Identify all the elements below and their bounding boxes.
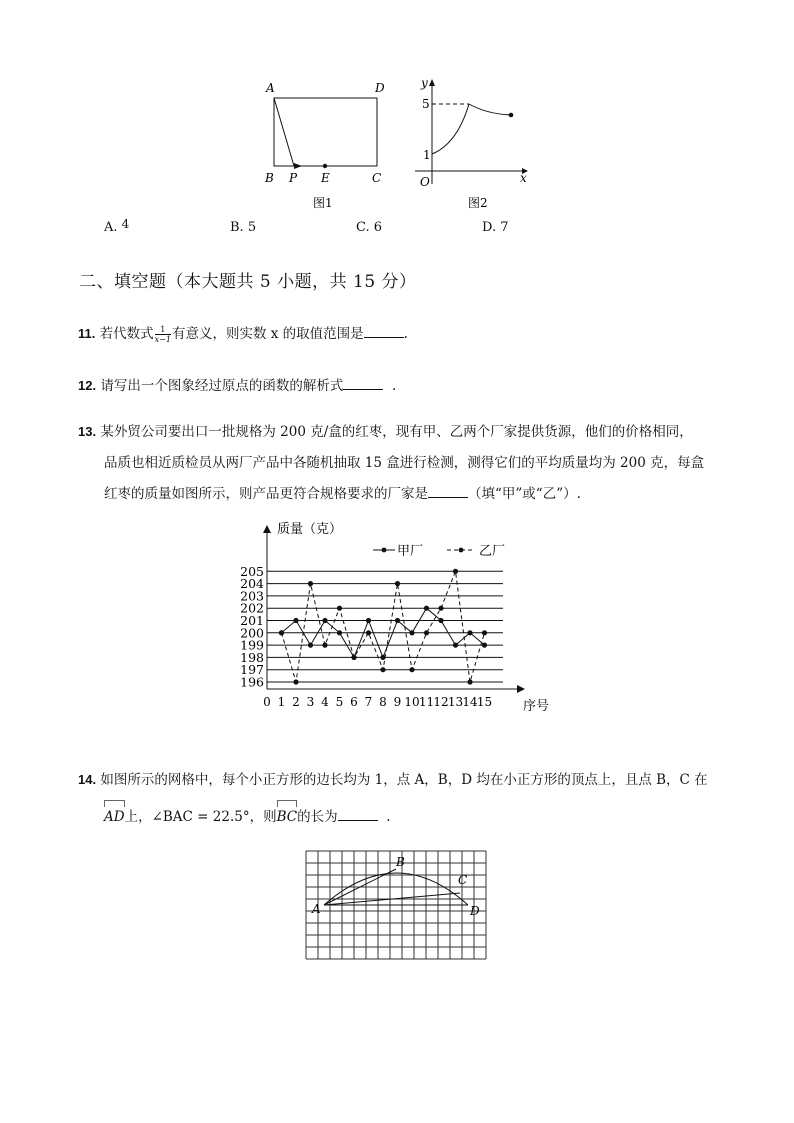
legend-marker-jia bbox=[382, 548, 387, 553]
x-tick-11: 11 bbox=[418, 695, 435, 709]
x-tick-12: 12 bbox=[433, 695, 449, 709]
series-0-point-7 bbox=[366, 618, 371, 623]
section-title: 二、填空题（本大题共 5 小题，共 15 分） bbox=[79, 272, 417, 292]
y-tick-205: 205 bbox=[240, 563, 264, 579]
origin-label: O bbox=[420, 175, 430, 189]
rectangle-abcd bbox=[274, 98, 377, 166]
question-12: 12. 请写出一个图象经过原点的函数的解析式 . bbox=[78, 378, 397, 394]
series-1-point-4 bbox=[322, 643, 327, 648]
series-0-point-13 bbox=[453, 643, 458, 648]
x-tick-13: 13 bbox=[447, 695, 464, 709]
series-1-point-12 bbox=[438, 606, 443, 611]
series-1-point-15 bbox=[482, 630, 487, 635]
option-c: C. 6 bbox=[356, 220, 383, 235]
x-tick-6: 6 bbox=[350, 695, 358, 709]
question-13-line-3: 红枣的质量如图所示，则产品更符合规格要求的厂家是 （填“甲”或“乙”）. bbox=[104, 486, 581, 502]
answer-blank-11[interactable] bbox=[364, 326, 404, 338]
x-tick-2: 2 bbox=[292, 695, 300, 709]
question-14-line-2: AD上，∠BAC = 22.5°，则 BC的长为 . bbox=[104, 805, 391, 825]
series-1-point-2 bbox=[293, 679, 298, 684]
grid-label-d: D bbox=[470, 904, 480, 918]
y-tick-198: 198 bbox=[240, 649, 264, 665]
point-e bbox=[323, 164, 327, 168]
legend-label-jia: 甲厂 bbox=[397, 544, 424, 559]
x-tick-14: 14 bbox=[462, 695, 478, 709]
y-tick-199: 199 bbox=[240, 637, 264, 653]
question-14-line-1: 14. 如图所示的网格中，每个小正方形的边长均为 1，点 A，B，D 均在小正方形的顶点上，且点 B，C 在 bbox=[78, 772, 708, 788]
quality-chart bbox=[235, 515, 565, 720]
answer-blank-12[interactable] bbox=[343, 378, 383, 390]
chart-x-arrow-icon bbox=[517, 685, 525, 693]
grid-label-b: B bbox=[396, 855, 405, 869]
legend-marker-yi bbox=[459, 548, 464, 553]
x-tick-1: 1 bbox=[277, 695, 286, 709]
series-0-point-11 bbox=[424, 606, 429, 611]
series-1-point-14 bbox=[467, 679, 472, 684]
x-tick-4: 4 bbox=[321, 695, 329, 709]
series-1-point-9 bbox=[395, 581, 400, 586]
tick-5-label: 5 bbox=[422, 97, 430, 111]
arc-a-d bbox=[324, 873, 468, 905]
series-0-point-10 bbox=[409, 630, 414, 635]
y-tick-204: 204 bbox=[240, 576, 264, 592]
figure-1-caption: 图1 bbox=[313, 196, 333, 210]
curve-falling bbox=[469, 104, 511, 115]
question-11: 11. 若代数式 $\frac{1}{x-1}$ 有意义，则实数 x 的取值范围是 . bbox=[78, 325, 408, 344]
series-0-point-3 bbox=[308, 643, 313, 648]
grid-label-a: A bbox=[312, 902, 321, 916]
series-0-point-14 bbox=[467, 630, 472, 635]
series-1-point-11 bbox=[424, 630, 429, 635]
chart-y-arrow-icon bbox=[263, 525, 271, 533]
curve-end-point bbox=[509, 113, 514, 118]
y-tick-202: 202 bbox=[240, 600, 264, 616]
y-tick-201: 201 bbox=[240, 613, 264, 628]
series-1-point-6 bbox=[351, 655, 356, 660]
curve-rising bbox=[432, 104, 469, 154]
chart-y-label: 质量（克） bbox=[277, 522, 343, 537]
y-tick-196: 196 bbox=[240, 674, 264, 690]
label-p: P bbox=[289, 171, 298, 185]
arc-bc: BC bbox=[277, 809, 298, 825]
chart-x-label: 序号 bbox=[523, 699, 550, 714]
question-13-line-1: 13. 某外贸公司要出口一批规格为 200 克/盒的红枣，现有甲、乙两个厂家提供货源，他们的价格相同， bbox=[78, 424, 693, 440]
series-0-point-15 bbox=[482, 643, 487, 648]
y-tick-200: 200 bbox=[240, 625, 264, 641]
x-tick-0: 0 bbox=[263, 695, 271, 709]
option-b: B. 5 bbox=[230, 220, 257, 235]
figure-1 bbox=[258, 78, 398, 210]
series-1-point-5 bbox=[337, 606, 342, 611]
series-0-point-5 bbox=[337, 630, 342, 635]
figure-2-caption: 图2 bbox=[468, 196, 488, 210]
label-c: C bbox=[372, 171, 382, 185]
series-0-point-12 bbox=[438, 618, 443, 623]
x-tick-9: 9 bbox=[393, 695, 402, 709]
chart-legend bbox=[373, 544, 505, 559]
fraction: $\frac{1}{x-1}$ bbox=[154, 325, 171, 344]
series-1-point-10 bbox=[409, 667, 414, 672]
label-e: E bbox=[321, 171, 330, 185]
y-axis-arrow-icon bbox=[429, 79, 435, 86]
option-a: A. 4 bbox=[104, 217, 130, 235]
series-1-point-13 bbox=[453, 569, 458, 574]
axis-y-label: y bbox=[421, 76, 428, 90]
x-tick-7: 7 bbox=[364, 695, 373, 709]
series-1-point-3 bbox=[308, 581, 313, 586]
y-tick-197: 197 bbox=[240, 662, 264, 678]
x-tick-5: 5 bbox=[335, 695, 344, 709]
answer-blank-14[interactable] bbox=[338, 809, 378, 821]
x-tick-10: 10 bbox=[404, 695, 420, 709]
x-tick-15: 15 bbox=[476, 695, 493, 709]
grid-label-c: C bbox=[458, 873, 468, 887]
legend-label-yi: 乙厂 bbox=[479, 544, 506, 559]
label-a: A bbox=[266, 81, 275, 95]
series-0-point-9 bbox=[395, 618, 400, 623]
series-1-point-7 bbox=[366, 630, 371, 635]
grid-figure bbox=[300, 845, 492, 965]
series-line-1 bbox=[282, 571, 485, 682]
tick-1-label: 1 bbox=[423, 148, 431, 162]
option-d: D. 7 bbox=[482, 220, 509, 235]
x-tick-3: 3 bbox=[306, 695, 315, 709]
series-1-point-1 bbox=[279, 630, 284, 635]
axis-x-label: x bbox=[520, 171, 527, 185]
arrow-p-icon bbox=[294, 163, 302, 169]
question-13-line-2: 品质也相近质检员从两厂产品中各随机抽取 15 盒进行检测，测得它们的平均质量均为 200 克，每盒 bbox=[104, 455, 705, 471]
series-0-point-4 bbox=[322, 618, 327, 623]
segment-ap bbox=[274, 98, 294, 166]
y-tick-203: 203 bbox=[240, 588, 264, 604]
answer-blank-13[interactable] bbox=[428, 486, 468, 498]
series-1-point-8 bbox=[380, 667, 385, 672]
arc-ad: AD bbox=[104, 809, 125, 825]
figure-2 bbox=[412, 74, 537, 210]
label-b: B bbox=[265, 171, 274, 185]
series-0-point-2 bbox=[293, 618, 298, 623]
x-tick-8: 8 bbox=[379, 695, 387, 709]
label-d: D bbox=[375, 81, 385, 95]
